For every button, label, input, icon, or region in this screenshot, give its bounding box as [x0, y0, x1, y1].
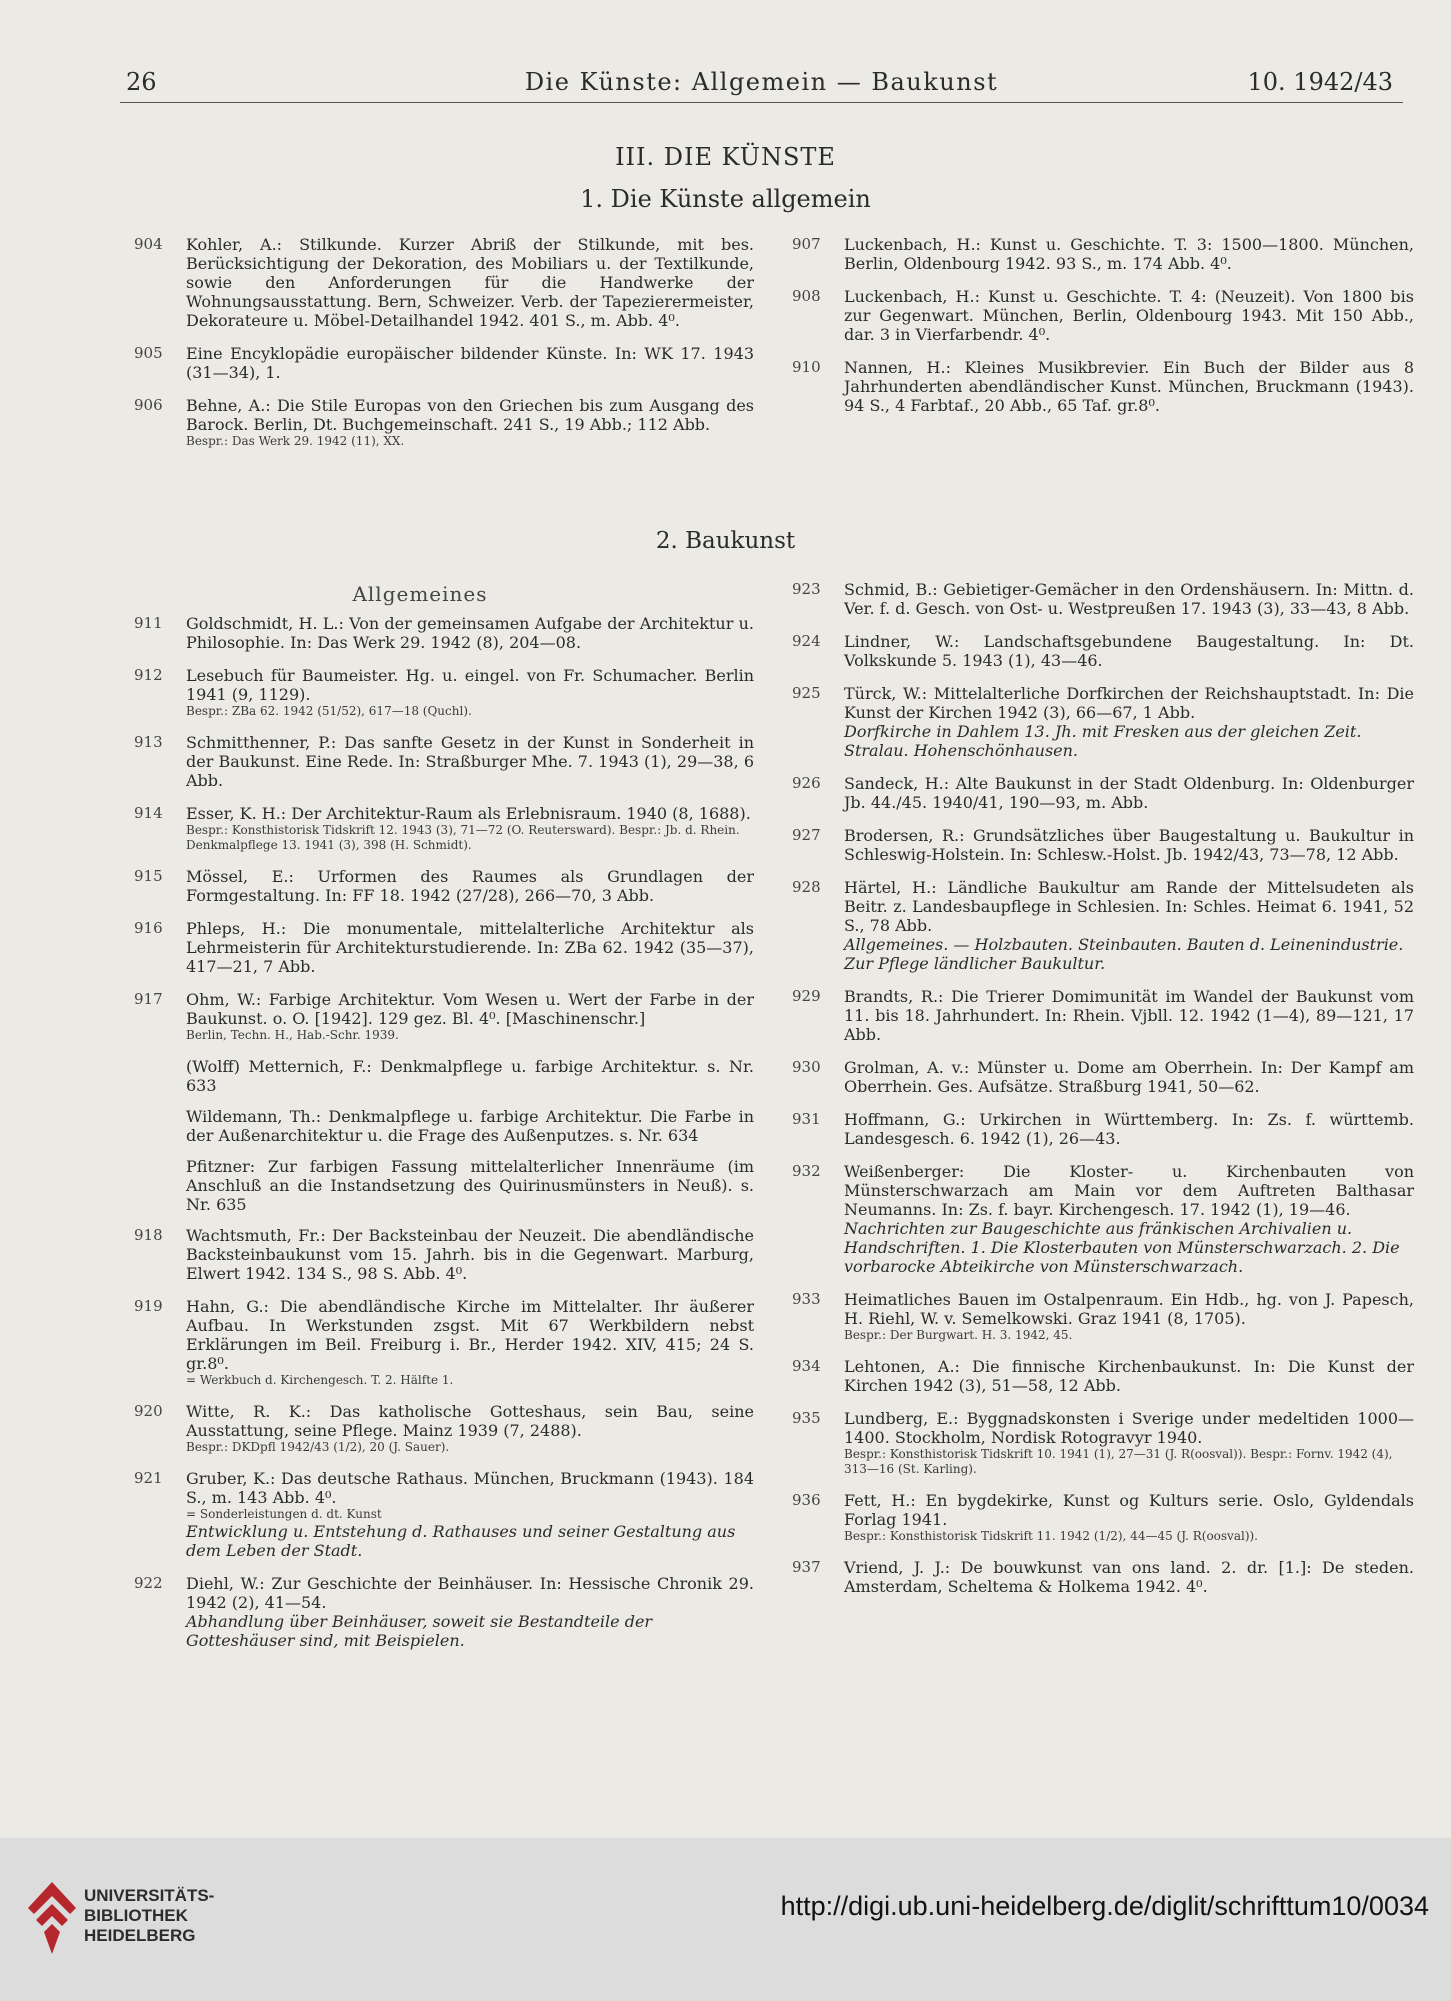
entry-text: Lehtonen, A.: Die finnische Kirchenbaukunst. In: Die Kunst der Kirchen 1942 (3), 51—58, 12 Abb.	[844, 1357, 1414, 1395]
bibliography-entry	[792, 878, 1414, 973]
bibliography-entry	[134, 1157, 754, 1214]
entry-number: 914	[134, 804, 163, 822]
bibliography-entry	[134, 1297, 754, 1388]
entry-number: 913	[134, 733, 163, 751]
bibliography-entry	[792, 287, 1414, 344]
entry-number: 926	[792, 774, 821, 792]
bibliography-entry	[134, 1574, 754, 1650]
entry-number: 919	[134, 1297, 163, 1315]
bibliography-entry	[792, 632, 1414, 670]
entry-text: Luckenbach, H.: Kunst u. Geschichte. T. 4: (Neuzeit). Von 1800 bis zur Gegenwart. München, Berlin, Oldenbourg 1943. Mit 150 Abb., dar. 3 in Vierfarbendr. 4⁰.	[844, 287, 1414, 344]
entry-number: 933	[792, 1290, 821, 1308]
entry-number: 934	[792, 1357, 821, 1375]
entry-text: Weißenberger: Die Kloster- u. Kirchenbauten von Münsterschwarzach am Main vor dem Auftreten Balthasar Neumanns. In: Zs. f. bayr. Kirchengesch. 17. 1942 (1), 19—46.	[844, 1162, 1414, 1219]
bibliography-entry	[792, 826, 1414, 864]
column-4	[792, 580, 1414, 1610]
entry-number: 910	[792, 358, 821, 376]
entry-number: 927	[792, 826, 821, 844]
entry-review-note: Berlin, Techn. H., Hab.-Schr. 1939.	[186, 1028, 399, 1042]
entry-number: 918	[134, 1226, 163, 1244]
bibliography-entry	[792, 1558, 1414, 1596]
entry-review-note: Bespr.: Das Werk 29. 1942 (11), XX.	[186, 434, 405, 448]
bibliography-entry	[134, 1226, 754, 1283]
entry-number: 929	[792, 987, 821, 1005]
library-name: UNIVERSITÄTS- BIBLIOTHEK HEIDELBERG	[84, 1886, 215, 1945]
bibliography-entry	[792, 1290, 1414, 1343]
bibliography-entry	[792, 1058, 1414, 1096]
entry-number: 904	[134, 235, 163, 253]
header-title: Die Künste: Allgemein — Baukunst	[524, 68, 999, 96]
entry-annotation: Abhandlung über Beinhäuser, soweit sie Bestandteile der Gotteshäuser sind, mit Beispielen.	[186, 1612, 653, 1650]
library-logo-icon	[22, 1878, 82, 1958]
entry-text: Fett, H.: En bygdekirke, Kunst og Kulturs serie. Oslo, Gyldendals Forlag 1941.	[844, 1491, 1414, 1529]
entry-text: Sandeck, H.: Alte Baukunst in der Stadt Oldenburg. In: Oldenburger Jb. 44./45. 1940/41, 190—93, m. Abb.	[844, 774, 1414, 812]
bibliography-entry	[792, 1409, 1414, 1477]
entry-number: 937	[792, 1558, 821, 1576]
entry-text: Härtel, H.: Ländliche Baukultur am Rande der Mittelsudeten als Beitr. z. Landesbaupflege in Schlesien. In: Schles. Heimat 6. 1941, 52 S., 78 Abb.	[844, 878, 1414, 935]
bibliography-entry	[134, 1402, 754, 1455]
bibliography-entry	[134, 733, 754, 790]
entry-text: Behne, A.: Die Stile Europas von den Griechen bis zum Ausgang des Barock. Berlin, Dt. Buchgemeinschaft. 241 S., 19 Abb.; 112 Abb.	[186, 396, 754, 434]
entry-number: 930	[792, 1058, 821, 1076]
entry-text: Grolman, A. v.: Münster u. Dome am Oberrhein. In: Der Kampf am Oberrhein. Ges. Aufsätze. Straßburg 1941, 50—62.	[844, 1058, 1414, 1096]
entry-number: 920	[134, 1402, 163, 1420]
bibliography-entry	[134, 344, 754, 382]
entry-text: Brodersen, R.: Grundsätzliches über Baugestaltung u. Baukultur in Schleswig-Holstein. In: Schlesw.-Holst. Jb. 1942/43, 73—78, 12 Abb.	[844, 826, 1414, 864]
bibliography-entry	[792, 987, 1414, 1044]
entry-text: Wildemann, Th.: Denkmalpflege u. farbige Architektur. Die Farbe in der Außenarchitektur u. die Frage des Außenputzes. s. Nr. 634	[186, 1107, 754, 1145]
entry-text: Eine Encyklopädie europäischer bildender Künste. In: WK 17. 1943 (31—34), 1.	[186, 344, 754, 382]
entry-annotation: Dorfkirche in Dahlem 13. Jh. mit Fresken aus der gleichen Zeit. Stralau. Hohenschönhausen.	[844, 722, 1362, 760]
bibliography-entry	[134, 396, 754, 449]
entry-text: Goldschmidt, H. L.: Von der gemeinsamen Aufgabe der Architektur u. Philosophie. In: Das Werk 29. 1942 (8), 204—08.	[186, 614, 754, 652]
entry-text: Gruber, K.: Das deutsche Rathaus. München, Bruckmann (1943). 184 S., m. 143 Abb. 4⁰.	[186, 1469, 754, 1507]
section-heading-kuenste: III. DIE KÜNSTE	[615, 143, 836, 171]
entry-text: Diehl, W.: Zur Geschichte der Beinhäuser. In: Hessische Chronik 29. 1942 (2), 41—54.	[186, 1574, 754, 1612]
entry-number: 936	[792, 1491, 821, 1509]
entry-number: 925	[792, 684, 821, 702]
entry-review-note: = Werkbuch d. Kirchengesch. T. 2. Hälfte 1.	[186, 1373, 454, 1387]
bibliography-entry	[792, 1357, 1414, 1395]
entry-number: 917	[134, 990, 163, 1008]
bibliography-entry	[792, 235, 1414, 273]
section-heading-allgemein: 1. Die Künste allgemein	[580, 185, 871, 213]
entry-text: Pfitzner: Zur farbigen Fassung mittelalterlicher Innenräume (im Anschluß an die Instandsetzung des Quirinusmünsters in Neuß). s. Nr. 635	[186, 1157, 754, 1214]
entry-review-note: Bespr.: Konsthistorisk Tidskrift 11. 1942 (1/2), 44—45 (J. R(oosval)).	[844, 1529, 1258, 1543]
entry-number: 912	[134, 666, 163, 684]
entry-text: Wachtsmuth, Fr.: Der Backsteinbau der Neuzeit. Die abendländische Backsteinbaukunst vom 15. Jahrh. bis in die Gegenwart. Marburg, Elwert 1942. 134 S., 98 S. Abb. 4⁰.	[186, 1226, 754, 1283]
entry-review-note: = Sonderleistungen d. dt. Kunst	[186, 1507, 382, 1521]
permalink-url[interactable]: http://digi.ub.uni-heidelberg.de/diglit/schrifttum10/0034	[780, 1891, 1429, 1921]
bibliography-entry	[134, 990, 754, 1043]
bibliography-entry	[792, 1162, 1414, 1276]
entry-number: 932	[792, 1162, 821, 1180]
entry-review-note: Bespr.: DKDpfl 1942/43 (1/2), 20 (J. Sauer).	[186, 1440, 450, 1454]
entry-number: 924	[792, 632, 821, 650]
library-footer	[0, 1838, 1451, 2001]
entry-number: 905	[134, 344, 163, 362]
entry-review-note: Bespr.: ZBa 62. 1942 (51/52), 617—18 (Quchl).	[186, 704, 472, 718]
entry-text: Ohm, W.: Farbige Architektur. Vom Wesen u. Wert der Farbe in der Baukunst. o. O. [1942]. 129 gez. Bl. 4⁰. [Maschinenschr.]	[186, 990, 754, 1028]
bibliography-entry	[792, 774, 1414, 812]
entry-text: Luckenbach, H.: Kunst u. Geschichte. T. 3: 1500—1800. München, Berlin, Oldenbourg 1942. 93 S., m. 174 Abb. 4⁰.	[844, 235, 1414, 273]
entry-text: Kohler, A.: Stilkunde. Kurzer Abriß der Stilkunde, mit bes. Berücksichtigung der Dekoration, des Mobiliars u. der Textilkunde, sowie den Anforderungen für die Handwerke der Wohnungsausstattung. Bern, Schweizer. Verb. der Tapezierermeister, Dekorateure u. Möbel-Detailhandel 1942. 401 S., m. Abb. 4⁰.	[186, 235, 754, 330]
entry-number: 906	[134, 396, 163, 414]
bibliography-entry	[134, 235, 754, 330]
entry-text: Lesebuch für Baumeister. Hg. u. eingel. von Fr. Schumacher. Berlin 1941 (9, 1129).	[186, 666, 754, 704]
entry-text: Mössel, E.: Urformen des Raumes als Grundlagen der Formgestaltung. In: FF 18. 1942 (27/28), 266—70, 3 Abb.	[186, 867, 754, 905]
entry-number: 916	[134, 919, 163, 937]
bibliography-entry	[134, 1107, 754, 1145]
subheading-allgemeines: Allgemeines	[352, 582, 488, 606]
bibliography-entry	[134, 867, 754, 905]
bibliography-entry	[134, 804, 754, 853]
entry-review-note: Bespr.: Konsthistorisk Tidskrift 12. 1943 (3), 71—72 (O. Reutersward). Bespr.: Jb. d. Rhein. Denkmalpflege 13. 1941 (3), 398 (H. Schmidt).	[186, 823, 740, 852]
bibliography-entry	[134, 666, 754, 719]
entry-text: Vriend, J. J.: De bouwkunst van ons land. 2. dr. [1.]: De steden. Amsterdam, Scheltema & Holkema 1942. 4⁰.	[844, 1558, 1414, 1596]
bibliography-entry	[792, 580, 1414, 618]
entry-text: Esser, K. H.: Der Architektur-Raum als Erlebnisraum. 1940 (8, 1688).	[186, 804, 751, 823]
column-2	[792, 235, 1414, 429]
entry-number: 908	[792, 287, 821, 305]
bibliography-entry	[134, 919, 754, 976]
entry-text: Schmitthenner, P.: Das sanfte Gesetz in der Kunst in Sonderheit in der Baukunst. Eine Rede. In: Straßburger Mhe. 7. 1943 (1), 29—38, 6 Abb.	[186, 733, 754, 790]
entry-text: Phleps, H.: Die monumentale, mittelalterliche Architektur als Lehrmeisterin für Architekturstudierende. In: ZBa 62. 1942 (35—37), 417—21, 7 Abb.	[186, 919, 754, 976]
bibliography-entry	[134, 1057, 754, 1095]
entry-review-note: Bespr.: Der Burgwart. H. 3. 1942, 45.	[844, 1328, 1073, 1342]
entry-text: Witte, R. K.: Das katholische Gotteshaus, sein Bau, seine Ausstattung, seine Pflege. Mainz 1939 (7, 2488).	[186, 1402, 754, 1440]
entry-number: 923	[792, 580, 821, 598]
entry-annotation: Allgemeines. — Holzbauten. Steinbauten. Bauten d. Leinenindustrie. Zur Pflege ländlicher Baukultur.	[844, 935, 1404, 973]
entry-text: Schmid, B.: Gebietiger-Gemächer in den Ordenshäusern. In: Mittn. d. Ver. f. d. Gesch. von Ost- u. Westpreußen 17. 1943 (3), 33—43, 8 Abb.	[844, 580, 1414, 618]
bibliography-entry	[792, 1491, 1414, 1544]
entry-number: 921	[134, 1469, 163, 1487]
page-number: 26	[126, 68, 157, 96]
entry-text: Türck, W.: Mittelalterliche Dorfkirchen der Reichshauptstadt. In: Die Kunst der Kirchen 1942 (3), 66—67, 1 Abb.	[844, 684, 1414, 722]
entry-review-note: Bespr.: Konsthistorisk Tidskrift 10. 1941 (1), 27—31 (J. R(oosval)). Bespr.: Fornv. 1942 (4), 313—16 (St. Karling).	[844, 1447, 1393, 1476]
bibliography-entry	[792, 684, 1414, 760]
entry-text: (Wolff) Metternich, F.: Denkmalpflege u. farbige Architektur. s. Nr. 633	[186, 1057, 754, 1095]
bibliography-entry	[792, 1110, 1414, 1148]
entry-number: 931	[792, 1110, 821, 1128]
entry-text: Lindner, W.: Landschaftsgebundene Baugestaltung. In: Dt. Volkskunde 5. 1943 (1), 43—46.	[844, 632, 1414, 670]
entry-text: Heimatliches Bauen im Ostalpenraum. Ein Hdb., hg. von J. Papesch, H. Riehl, W. v. Semelkowski. Graz 1941 (8, 1705).	[844, 1290, 1414, 1328]
entry-text: Lundberg, E.: Byggnadskonsten i Sverige under medeltiden 1000—1400. Stockholm, Nordisk Rotogravyr 1940.	[844, 1409, 1414, 1447]
column-3	[134, 614, 754, 1664]
entry-text: Hahn, G.: Die abendländische Kirche im Mittelalter. Ihr äußerer Aufbau. In Werkstunden zsgst. Mit 67 Werkbildern nebst Erklärungen im Beil. Freiburg i. Br., Herder 1942. XIV, 415; 24 S. gr.8⁰.	[186, 1297, 754, 1373]
bibliography-entry	[134, 614, 754, 652]
entry-number: 928	[792, 878, 821, 896]
entry-annotation: Nachrichten zur Baugeschichte aus fränkischen Archivalien u. Handschriften. 1. Die Klosterbauten von Münsterschwarzach. 2. Die vorbarocke Abteikirche von Münsterschwarzach.	[844, 1219, 1400, 1276]
entry-number: 935	[792, 1409, 821, 1427]
entry-number: 922	[134, 1574, 163, 1592]
entry-number: 911	[134, 614, 163, 632]
entry-number: 907	[792, 235, 821, 253]
running-header	[120, 62, 1403, 103]
bibliography-entry	[792, 358, 1414, 415]
entry-text: Nannen, H.: Kleines Musikbrevier. Ein Buch der Bilder aus 8 Jahrhunderten abendländischer Kunst. München, Bruckmann (1943). 94 S., 4 Farbtaf., 20 Abb., 65 Taf. gr.8⁰.	[844, 358, 1414, 415]
entry-text: Brandts, R.: Die Trierer Domimunität im Wandel der Baukunst vom 11. bis 18. Jahrhundert. In: Rhein. Vjbll. 12. 1942 (1—4), 89—121, 17 Abb.	[844, 987, 1414, 1044]
header-year: 10. 1942/43	[1247, 68, 1393, 96]
entry-annotation: Entwicklung u. Entstehung d. Rathauses und seiner Gestaltung aus dem Leben der Stadt.	[186, 1522, 736, 1560]
entry-text: Hoffmann, G.: Urkirchen in Württemberg. In: Zs. f. württemb. Landesgesch. 6. 1942 (1), 26—43.	[844, 1110, 1414, 1148]
section-heading-baukunst: 2. Baukunst	[655, 528, 796, 554]
column-1	[134, 235, 754, 463]
bibliography-entry	[134, 1469, 754, 1560]
entry-number: 915	[134, 867, 163, 885]
